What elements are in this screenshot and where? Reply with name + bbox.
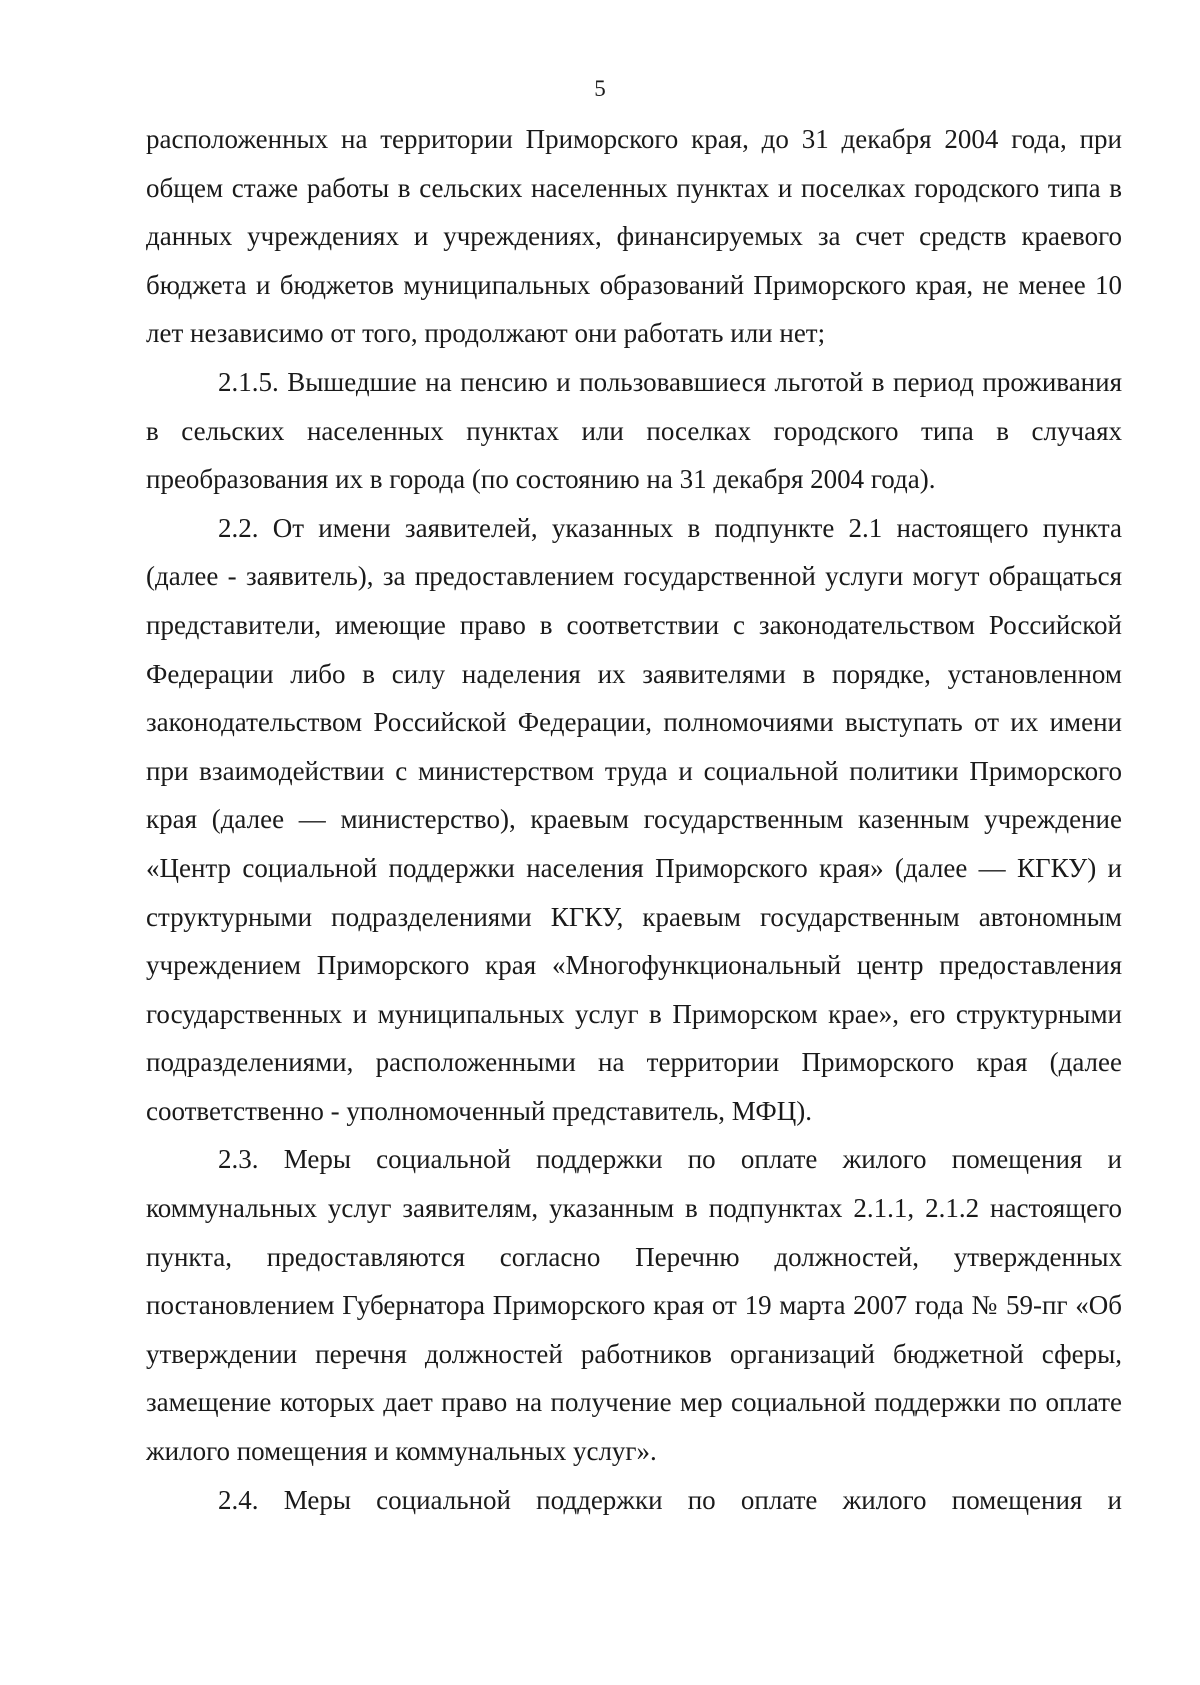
- paragraph-2-4: 2.4. Меры социальной поддержки по оплате жилого помещения и: [218, 1484, 1122, 1515]
- paragraph-2-2: 2.2. От имени заявителей, указанных в подпункте 2.1 настоящего пункта (далее - заявитель), за предоставлением государственной услуги могут обращаться представители, имеющие право в соответствии с законодательством Российской Федерации либо в силу наделения их заявителями в порядке, установленном законодательством Российской Федерации, полномочиями выступать от их имени при взаимодействии с министерством труда и социальной политики Приморского края (далее — министерство), краевым государственным казенным учреждение «Центр социальной поддержки населения Приморского края» (далее — КГКУ) и структурными подразделениями КГКУ, краевым государственным автономным учреждением Приморского края «Многофункциональный центр предоставления государственных и муниципальных услуг в Приморском крае», его структурными подразделениями, расположенными на территории Приморского края (далее соответственно - уполномоченный представитель, МФЦ).: [146, 512, 1122, 1126]
- paragraph-continuation: расположенных на территории Приморского края, до 31 декабря 2004 года, при общем стаже работы в сельских населенных пунктах и поселках городского типа в данных учреждениях и учреждениях, финансируемых за счет средств краевого бюджета и бюджетов муниципальных образований Приморского края, не менее 10 лет независимо от того, продолжают они работать или нет;: [146, 124, 1122, 349]
- document-body: [146, 115, 1122, 1524]
- paragraph-2-1-5: 2.1.5. Вышедшие на пенсию и пользовавшиеся льготой в период проживания в сельских населенных пунктах или поселках городского типа в случаях преобразования их в города (по состоянию на 31 декабря 2004 года).: [146, 366, 1122, 495]
- page-number: 5: [594, 76, 606, 101]
- paragraph-2-3: 2.3. Меры социальной поддержки по оплате жилого помещения и коммунальных услуг заявителям, указанным в подпунктах 2.1.1, 2.1.2 настоящего пункта, предоставляются согласно Перечню должностей, утвержденных постановлением Губернатора Приморского края от 19 марта 2007 года № 59-пг «Об утверждении перечня должностей работников организаций бюджетной сферы, замещение которых дает право на получение мер социальной поддержки по оплате жилого помещения и коммунальных услуг».: [146, 1144, 1122, 1467]
